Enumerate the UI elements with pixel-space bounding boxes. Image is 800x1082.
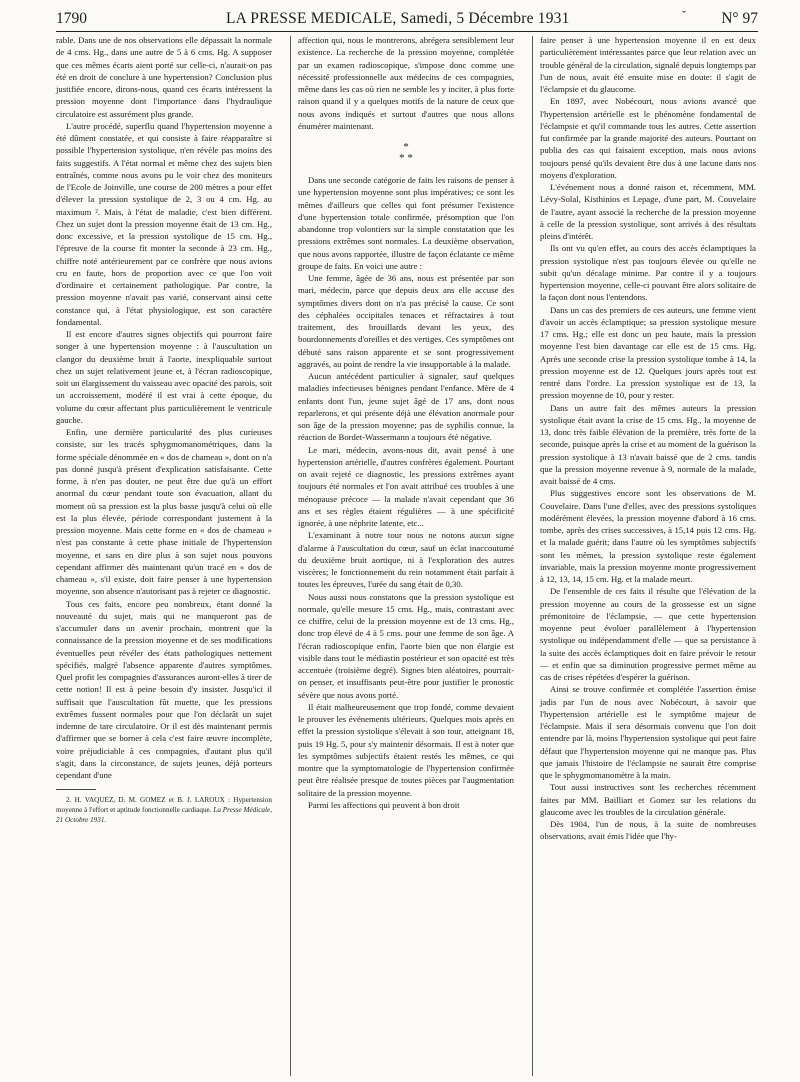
paragraph: Dans un autre fait des mêmes auteurs la pression systolique était avant la crise de 15 cms. Hg., la moyenne de 13, donc très faible élévation de la première, très forte de la seconde, puisque après la crise et au moment de la guérison la pression systolique à 13 n'avait baissé que de 2 cms. tandis que la pression moyenne revenue à 9, normale de la malade, avait baissé de 4 cms.	[540, 402, 756, 486]
paragraph: Enfin, une dernière particularité des plus curieuses consiste, sur les tracés sphygmomanométriques, dans la forme spéciale dénommée en « dos de chameau », dont on n'a pas donné jusqu'à présent d'explication satisfaisante. Cette forme, à n'en pas douter, ne peut être due qu'à un effort anormal du cœur pendant toute son évacuation, allant du moment où sa pression est la plus basse jusqu'à celui où elle est la plus élevée, période correspondant justement à la pression moyenne. Mais cette forme en « dos de chameau » n'est pas constante à cette phase initiale de l'hypertension moyenne, et sans en dire plus à son sujet nous pouvons cependant affirmer dès maintenant qu'un tracé en « dos de chameau », s'il existe, doit faire penser à une hypertension moyenne, son absence n'autorisant pas à rejeter ce diagnostic.	[56, 427, 272, 597]
paragraph: Tous ces faits, encore peu nombreux, étant donné la nouveauté du sujet, mais qui ne manqueront pas de s'accumuler dans un avenir prochain, montrent que la connaissance de la pression moyenne et de ses modifications éventuelles peut révéler des états pathologiques nettement spécifiés, malgré l'absence apparente d'autres symptômes. Quel profit les compagnies d'assurances auront-elles à tirer de cette notion! Il est à peine besoin d'y insister. Jusqu'ici il suffisait que l'auscultation fût muette, que les pressions extrêmes fussent normales pour que l'on déclarât un sujet indemne de tare circulatoire. Or il est dès maintenant permis d'affirmer que se borner à cela c'est faire œuvre incomplète, voire préjudiciable à ces compagnies, d'autant plus qu'il s'agit, dans la circonstance, de sujets jeunes, déjà porteurs cependant d'une	[56, 598, 272, 780]
paragraph: affection qui, nous le montrerons, abrégera sensiblement leur existence. La recherche de la pression moyenne, complétée par un examen radioscopique, s'impose donc comme une nécessité professionnelle aux médecins de ces compagnies, même dans les cas où rien ne semble les y inciter, à plus forte raison quand il y a quelques motifs de la nature de ceux que nous avons indiqués et surtout d'autres que nous allons énumérer maintenant.	[298, 35, 514, 131]
paragraph: L'examinant à notre tour nous ne notons aucun signe d'alarme à l'auscultation du cœur, sauf un éclat inaccoutumé du deuxième bruit aortique, ni à l'exploration des autres viscères; le fonctionnement du rein notamment était parfait à toutes les épreuves, l'urée du sang était de 0,30.	[298, 530, 514, 590]
footnote-source: La Presse Médicale, 21 Octobre 1931.	[56, 806, 272, 825]
paragraph: Dans un cas des premiers de ces auteurs, une femme vient d'avoir un accès éclamptique; sa pression systolique mesure 17 cms. Hg.; elle est donc un peu haute, mais la pression moyenne l'est bien davantage car elle est de 15 cms. Hg. Après une seconde crise la pression systolique tombe à 14, la pression moyenne est de 12. Quelques jours après tout est rentré dans l'ordre. La pression systolique est de 13, la pression moyenne de 10, pour y rester.	[540, 304, 756, 401]
paragraph: Nous aussi nous constatons que la pression systolique est normale, qu'elle mesure 15 cms. Hg., mais, contrastant avec ce chiffre, celui de la pression moyenne est de 13 cms. Hg., donc trop élevé de 4 à 5 cms. pour une femme de son âge. A l'écran radioscopique enfin, l'aorte bien que non élargie est visible dans tout le médiastin postérieur et son opacité est très accentuée (troisième degré). Signes bien aléatoires, pourrait-on penser, et insuffisants peut-être pour justifier le pronostic sévère que nous avons porté.	[298, 591, 514, 700]
paragraph: faire penser à une hypertension moyenne il en est deux particulièrement intéressantes parce que leur relation avec un trouble général de la circulation, signalé depuis longtemps par l'un de nous, avait été ensuite mise en doute: il s'agit de l'éclampsie et du glaucome.	[540, 35, 756, 94]
running-header	[56, 8, 758, 30]
paragraph: rable. Dans une de nos observations elle dépassait la normale de 4 cms. Hg., dans une autre de 5 à 6 cms. Hg. A supposer que ces mêmes écarts aient porté sur celle-ci, n'aurait-on pas été en droit de conclure à une hypertension? Conclusion plus justifiée encore, dirons-nous, quand ces écarts intéressent la pression moyenne dont l'importance dans l'hydraulique circulatoire est assurément plus grande.	[56, 35, 272, 119]
column-3	[540, 34, 756, 843]
column-2	[298, 34, 514, 811]
footnote-text: 2. H. VAQUEZ, D. M. GOMEZ et B. J. LAROUX : Hypertension moyenne à l'effort et aptitude fonctionnelle cardiaque.	[56, 796, 272, 815]
column-divider	[532, 36, 533, 1076]
paragraph: Parmi les affections qui peuvent à bon droit	[308, 799, 460, 810]
paragraph: Ils ont vu qu'en effet, au cours des accès éclamptiques la pression systolique n'est pas toujours élevée ou qu'elle ne subit qu'un décalage minime. Par contre il y a toujours hypertension moyenne, celle-ci pouvant être alors solitaire de la façon dont nous l'entendons.	[540, 243, 756, 303]
paragraph: Ainsi se trouve confirmée et complétée l'assertion émise jadis par l'un de nous avec Nobécourt, à savoir que l'hypertension artérielle est le symptôme majeur de l'éclampsie. Mais il sera désormais convenu que l'on doit entendre par là, moins l'hypertension systolique qui peut faire défaut que l'hypertension moyenne qui ne manque pas. Plus que jamais l'histoire de l'éclampsie ne saurait être comprise que le sphygmomanomètre à la main.	[540, 684, 756, 780]
section-separator: * * *	[399, 141, 413, 164]
paragraph: Plus suggestives encore sont les observations de M. Couvelaire. Dans l'une d'elles, avec des pressions systoliques modérément élevées, la pression moyenne d'abord à 16 cms. tombe, après des crises successives, à 15,14 puis 12 cms. Hg. et la malade guérit; dans l'autre où les symptômes subjectifs sont les mêmes, la pression systolique reste également invariable, mais la pression moyenne monte progressivement à 12, 13, 14, 15 cm. Hg. et la malade meurt.	[540, 488, 756, 584]
paragraph: En 1897, avec Nobécourt, nous avions avancé que l'hypertension artérielle est le phénomène fondamental de l'éclampsie et qu'il commande tous les autres. Cette assertion fut confirmée par la grande majorité des auteurs. Pourtant on publia des cas qui faisaient exception, mais nous avions toujours pensé qu'ils devaient être dus à une lacune dans nos moyens d'exploration.	[540, 96, 756, 180]
issue-number: N° 97	[721, 10, 758, 27]
footnote-rule	[56, 789, 96, 790]
column-divider	[290, 36, 291, 1076]
footnote	[56, 795, 272, 825]
journal-title: LA PRESSE MEDICALE, Samedi, 5 Décembre 1931	[226, 10, 570, 27]
paragraph: De l'ensemble de ces faits il résulte que l'élévation de la pression moyenne au cours de la grossesse est un signe prémonitoire de l'éclampsie, — que cette hypertension moyenne peut évoluer parallèlement à l'hypertension systolique ou indépendamment d'elle — que sa persistance à la suite des accès éclamptiques doit en faire prévoir le retour — et enfin que sa diminution progressive permet même au cas de crises répétées d'espérer la guérison.	[540, 586, 756, 682]
paragraph: Le mari, médecin, avons-nous dit, avait pensé à une hypertension artérielle, d'autres confrères également. Pourtant on avait rejeté ce diagnostic, les pressions extrêmes ayant toujours été normales et l'on avait attribué ces troubles à une ménopause précoce — la malade n'avait cependant que 36 ans et ses règles étaient régulières — à une spécificité ignorée, à une néphrite latente, etc...	[298, 444, 514, 528]
header-rule	[56, 31, 758, 32]
paragraph: Dès 1904, l'un de nous, à la suite de nombreuses observations, avait émis l'idée que l'hy-	[540, 819, 756, 842]
paragraph: Aucun antécédent particulier à signaler, sauf quelques maladies infectieuses bénignes pendant l'enfance. Mère de 4 enfants dont l'un, jeune sujet âgé de 17 ans, dont nous reparlerons, et qui présente déjà une élévation anormale pour son âge de la pression moyenne; pas de syphilis connue, la réaction de Bordet-Wassermann a toujours été négative.	[298, 371, 514, 443]
header-mark: ˇ	[682, 8, 686, 22]
paragraph: Tout aussi instructives sont les recherches récemment faites par MM. Bailliart et Gomez sur les relations du glaucome avec les troubles de la circulation générale.	[540, 782, 756, 817]
paragraph: Il était malheureusement que trop fondé, comme devaient le prouver les événements ultérieurs. Quelques mois après en effet la pression systolique s'élevait à son tour, atteignant 18, puis 19 Hg. 5, pour s'y maintenir désormais. Il est à noter que les symptômes subjectifs étaient restés les mêmes, ce qui montre que la symptomatologie de l'hypertension confirmée peut être réalisée presque de toutes pièces par l'augmentation solitaire de la pression moyenne.	[298, 701, 514, 798]
paragraph: Il est encore d'autres signes objectifs qui pourront faire songer à une hypertension moyenne : à l'auscultation un clangor du deuxième bruit à l'aorte, inexpliquable surtout chez un sujet relativement jeune et, à l'écran radioscopique, soit un élargissement du vaisseau avec opacité des parois, soit un accroissement, modéré il est vrai à cette époque, du volume du cœur affectant plus particulièrement le ventricule gauche.	[56, 329, 272, 425]
paragraph: Une femme, âgée de 36 ans, nous est présentée par son mari, médecin, parce que depuis deux ans elle accuse des symptômes divers dont on n'a pas précisé la cause. Ce sont des céphalées occipitales tenaces et réfractaires à tout traitement, des brouillards devant les yeux, des bourdonnements d'oreilles et des vertiges. Ces symptômes ont débuté sans raison apparente et se sont progressivement aggravés, au point de rendre la vie insupportable à la malade.	[298, 273, 514, 369]
paragraph: L'événement nous a donné raison et, récemment, MM. Lévy-Solal, Kisthinios et Lepage, d'une part, M. Couvelaire de l'autre, ayant associé la recherche de la pression moyenne à celle de la pression systolique, sont arrivés à des résultats pleins d'intérêt.	[540, 182, 756, 241]
paragraph: L'autre procédé, superflu quand l'hypertension moyenne a été dûment constatée, et qui consiste à faire réapparaître si possible l'hypertension systolique, n'en révèle pas moins des faits suggestifs. A l'état normal et même chez des sujets bien entraînés, comme nous avons pu le voir chez des moniteurs de l'Ecole de Joinville, une course de 200 mètres a pour effet d'élever la pression systolique de 2, 3 ou 4 cm. Hg. au maximum ². Mais, à l'état de maladie, c'est bien différent. Chez un sujet dont la pression moyenne était de 13 cm. Hg., donc excessive, et la pression systolique de 15 cm. Hg., l'épreuve de la course fit monter la seconde à 23 cm. Hg., chiffre noté antérieurement par ce confrère que nous avions cru en faute, hors de proportion avec ce que l'on voit d'ordinaire et certainement pathologique. Par contre, la pression moyenne n'avait pas varié, conservant ainsi cette constance qui, à l'état physiologique, est son caractère fondamental.	[56, 120, 272, 327]
page-number: 1790	[56, 10, 87, 27]
column-1	[56, 34, 272, 825]
paragraph: Dans une seconde catégorie de faits les raisons de penser à une hypertension moyenne sont plus impératives; ce sont les mêmes d'ailleurs que celles qui font présumer l'existence d'une hypertension totale confirmée, présomption que l'on abandonne trop volontiers sur la simple constatation que les pressions extrêmes sont normales. La deuxième observation, que nous avons rapportée, illustre de façon éclatante ce même groupe de faits. En voici une autre :	[298, 175, 514, 271]
